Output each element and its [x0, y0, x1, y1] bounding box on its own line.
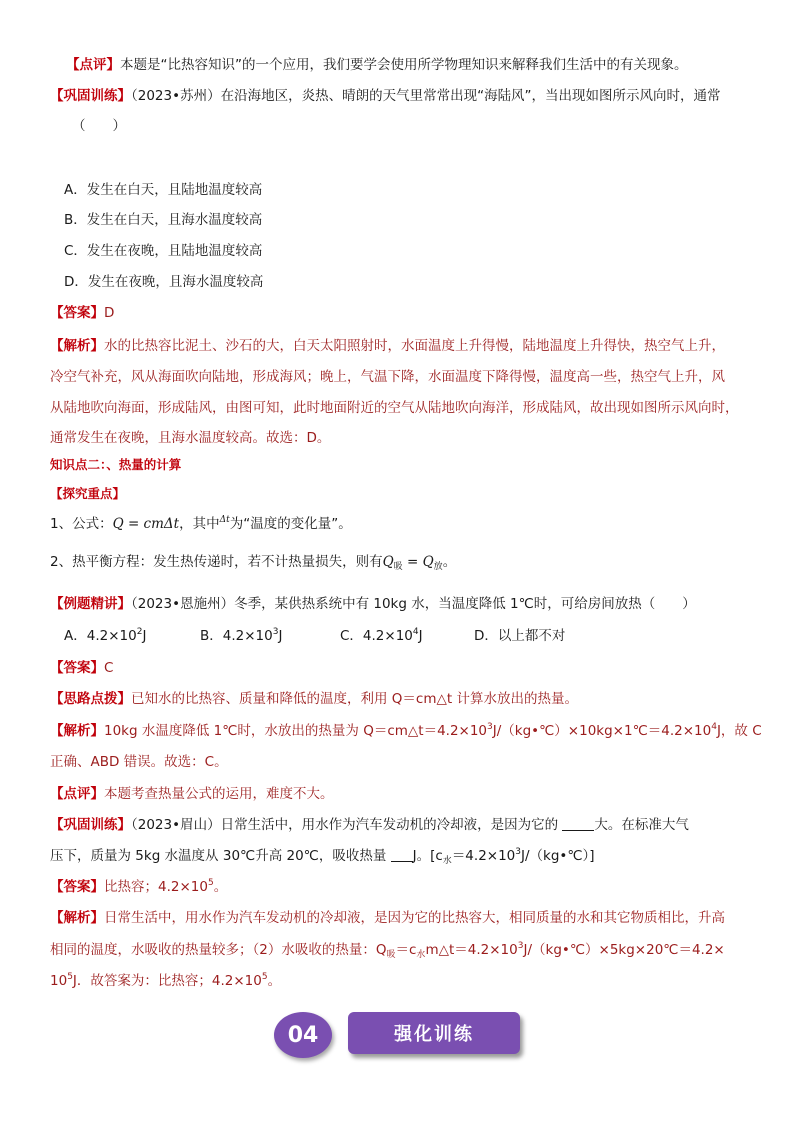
focus-tag: 【探究重点】	[50, 486, 126, 501]
formula: Q = cmΔt	[112, 516, 180, 532]
comment-tag: 【点评】	[66, 57, 120, 73]
q1-analysis-line-1: 【解析】水的比热容比泥土、沙石的大，白天太阳照射时，水面温度上升得慢，陆地温度上升得快，热空气上升，	[50, 338, 725, 354]
q2-option-a: A．$4.2\times 10^2J$	[64, 627, 147, 644]
heat-balance-line: 2、热平衡方程：发生热传递时，若不计热量损失，则有$Q_吸 = Q_放$。	[50, 554, 457, 572]
q1-stem-a: （2023•苏州）在沿海地区，炎热、晴朗的天气里常常出现“海陆风”，当出现如图所示风向时，通常	[131, 88, 721, 104]
q1-analysis-line-3: 从陆地吹向海面，形成陆风，由图可知，此时地面附近的空气从陆地吹向海洋，形成陆风，故出现如图所示风向时，	[50, 400, 739, 416]
q1-answer-tag: 【答案】	[50, 305, 104, 321]
q2-option-d: D．以上都不对	[474, 628, 566, 644]
q3-analysis-line-2: 相同的温度，水吸收的热量较多；（2）水吸收的热量：$Q_吸=c_水m\triangle t=4.2\times 10^3J/(kg•℃)\times 5kg\times 20℃=4.2\times$	[50, 941, 725, 960]
q1-tag: 【巩固训练】	[50, 88, 131, 104]
q1-answer	[50, 303, 114, 323]
q3-stem-line-1: 【巩固训练】（2023•眉山）日常生活中，用水作为汽车发动机的冷却液，是因为它的 大。在标准大气	[50, 817, 689, 833]
q2-tag: 【例题精讲】	[50, 596, 131, 612]
q2-comment: 【点评】本题考查热量公式的运用，难度不大。	[50, 786, 334, 802]
q2-stem: 【例题精讲】（2023•恩施州）冬季，某供热系统中有 10kg 水，当温度降低 1℃时，可给房间放热（ ）	[50, 596, 696, 612]
section-title-banner: 强化训练	[348, 1012, 520, 1054]
q1-option-d: D．发生在夜晚，且海水温度较高	[64, 274, 264, 290]
q1-option-b: B．发生在白天，且海水温度较高	[64, 212, 263, 228]
q2-option-c: C．$4.2\times 10^4J$	[340, 627, 423, 644]
q1-option-a: A．发生在白天，且陆地温度较高	[64, 182, 263, 198]
q3-answer: 【答案】比热容；$4.2\times 10^5$。	[50, 878, 228, 895]
q3-blank-1[interactable]	[562, 816, 594, 831]
q1-analysis-tag: 【解析】	[50, 338, 104, 354]
q2-option-b: B．$4.2\times 10^3J$	[200, 627, 283, 644]
q1-answer-value: D	[104, 305, 115, 321]
comment-text: 本题是“比热容知识”的一个应用，我们要学会使用所学物理知识来解释我们生活中的有关现象。	[120, 57, 688, 73]
q3-stem-line-2: 压下，质量为 5kg 水温度从 30℃升高 20℃，吸收热量 J。$[c_水=4.2\times 10^3J/(kg•℃)]$	[50, 847, 595, 866]
comment-paragraph	[66, 55, 688, 75]
q2-answer: 【答案】C	[50, 660, 114, 676]
q2-hint: 【思路点拨】已知水的比热容、质量和降低的温度，利用 Q＝cm△t 计算水放出的热量。	[50, 691, 578, 707]
q3-analysis-line-3: $10^5J$．故答案为：比热容；$4.2\times 10^5$。	[50, 972, 282, 989]
q1-option-c: C．发生在夜晚，且陆地温度较高	[64, 243, 263, 259]
q1-stem-b: （ ）	[72, 118, 126, 134]
q1-stem	[50, 86, 721, 106]
q3-blank-2[interactable]	[391, 847, 413, 862]
q1-analysis-line-4: 通常发生在夜晚，且海水温度较高。故选：D。	[50, 430, 331, 446]
formula-line: 1、公式：Q = cmΔt，其中$^{\Delta t}$为“温度的变化量”。	[50, 515, 352, 532]
q3-analysis-line-1: 【解析】日常生活中，用水作为汽车发动机的冷却液，是因为它的比热容大，相同质量的水和其它物质相比，升高	[50, 910, 725, 926]
q3-tag: 【巩固训练】	[50, 817, 131, 833]
section-number-badge: 04	[274, 1012, 332, 1058]
q1-analysis-line-2: 冷空气补充，风从海面吹向陆地，形成海风；晚上，气温下降，水面温度下降得慢，温度高一些，热空气上升，风	[50, 369, 725, 385]
q2-analysis-line-2: 正确、ABD 错误。故选：C。	[50, 754, 228, 770]
q2-analysis-line-1: 【解析】10kg 水温度降低 1℃时，水放出的热量为 $Q=cm\triangle t=4.2\times 10^3J/(kg•℃)\times 10kg\times 1℃=4.2\times 10^4J$，故 C	[50, 722, 762, 739]
knowledge-point-title: 知识点二：、热量的计算	[50, 457, 182, 472]
